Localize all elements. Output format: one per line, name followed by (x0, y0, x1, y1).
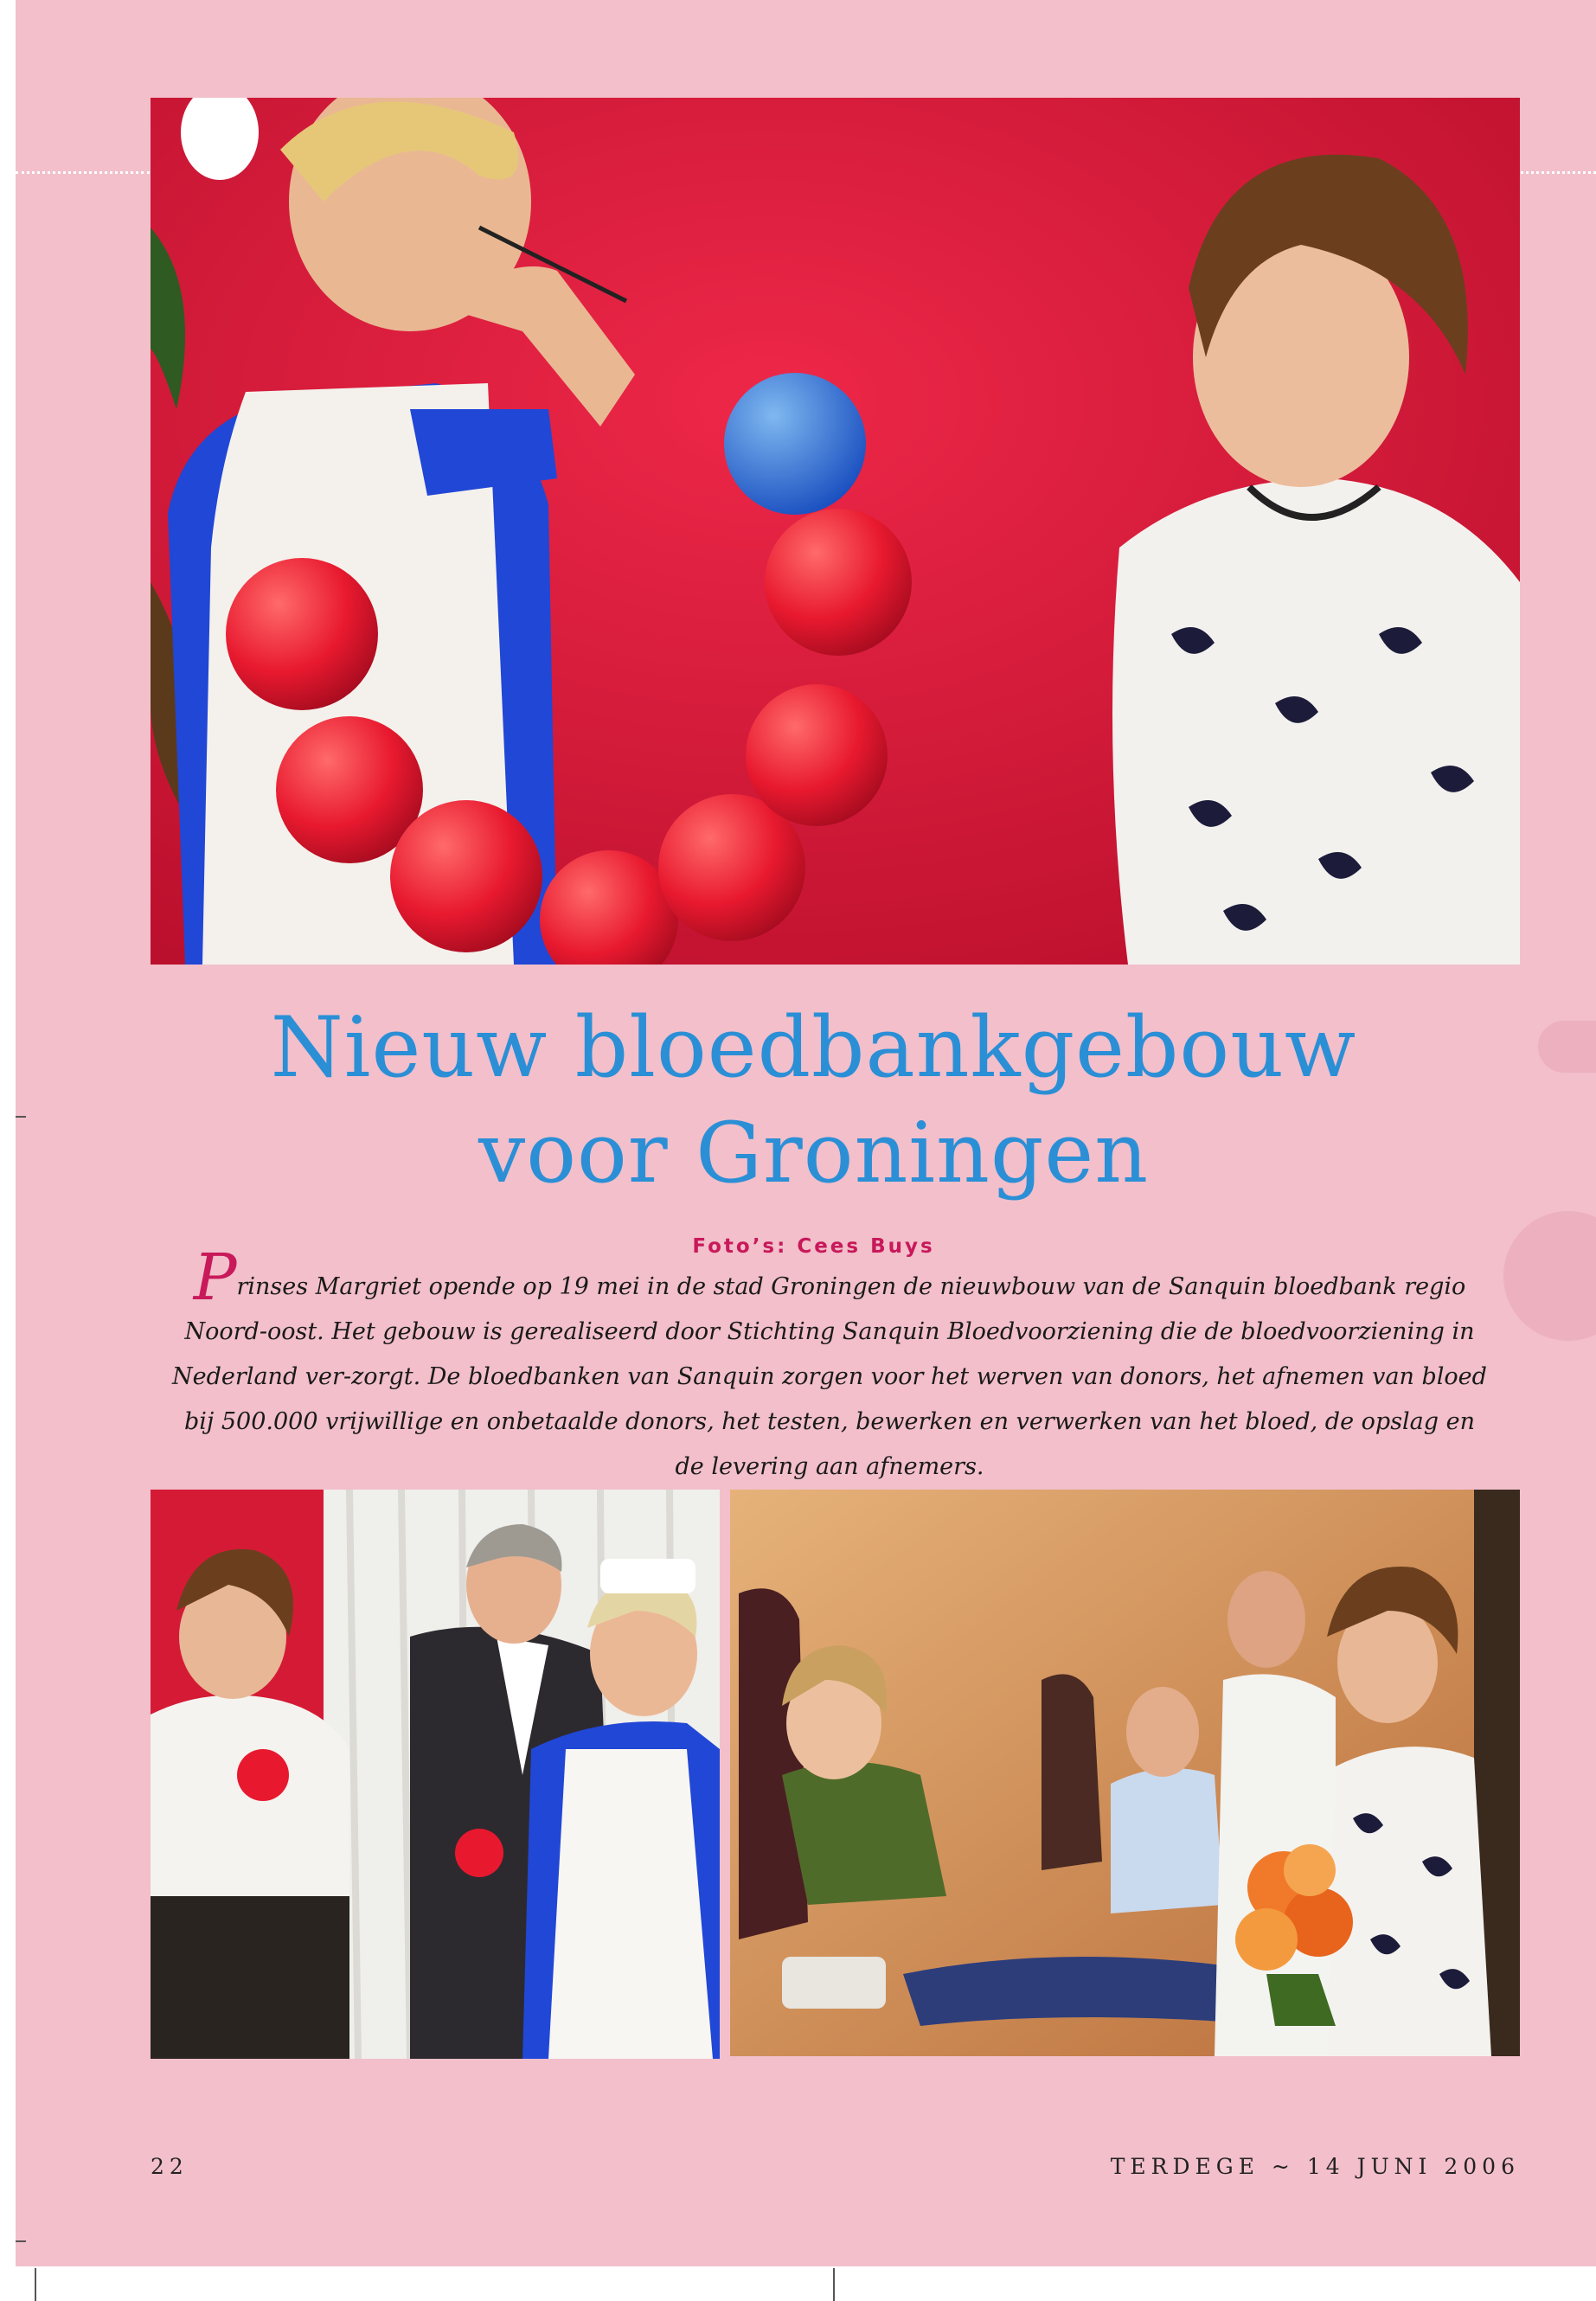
article-intro-text: rinses Margriet opende op 19 mei in de stad Groningen de nieuwbouw van de Sanquin bloedbank regio Noord-oost. Het gebouw is gerealiseerd door Stichting Sanquin Bloedvoorziening die de bloedvoorziening in Nederland ver-zorgt. De bloedbanken van Sanquin zorgen voor het werven van donors, het afnemen van bloed bij 500.000 vrijwillige en onbetaalde donors, het testen, bewerken en verwerken van het bloed, de opslag en de levering aan afnemers. (172, 1273, 1487, 1480)
drop-cap: P (193, 1240, 237, 1315)
magazine-page (16, 0, 1596, 2266)
dotted-rule-right (1521, 171, 1596, 174)
photo-bottom-left (151, 1490, 720, 2059)
photo-bottom-right-illustration (730, 1490, 1520, 2056)
publication-line: TERDEGE ~ 14 JUNI 2006 (1110, 2154, 1520, 2179)
swirl-decoration (1503, 1211, 1596, 1341)
photo-top-illustration (151, 98, 1520, 965)
page-number: 22 (151, 2154, 189, 2179)
dotted-rule-left (16, 171, 150, 174)
photo-bottom-left-illustration (151, 1490, 720, 2059)
crop-mark (833, 2268, 835, 2301)
photo-top-balloons (151, 98, 1520, 965)
photo-credit: Foto’s: Cees Buys (692, 1235, 935, 1258)
article-title-line-1: Nieuw bloedbankgebouw (270, 999, 1357, 1096)
article-title (16, 995, 1596, 1206)
crop-mark (35, 2268, 36, 2301)
photo-bottom-right (730, 1490, 1520, 2056)
article-title-line-2: voor Groningen (478, 1105, 1150, 1202)
crop-mark (16, 2240, 26, 2242)
